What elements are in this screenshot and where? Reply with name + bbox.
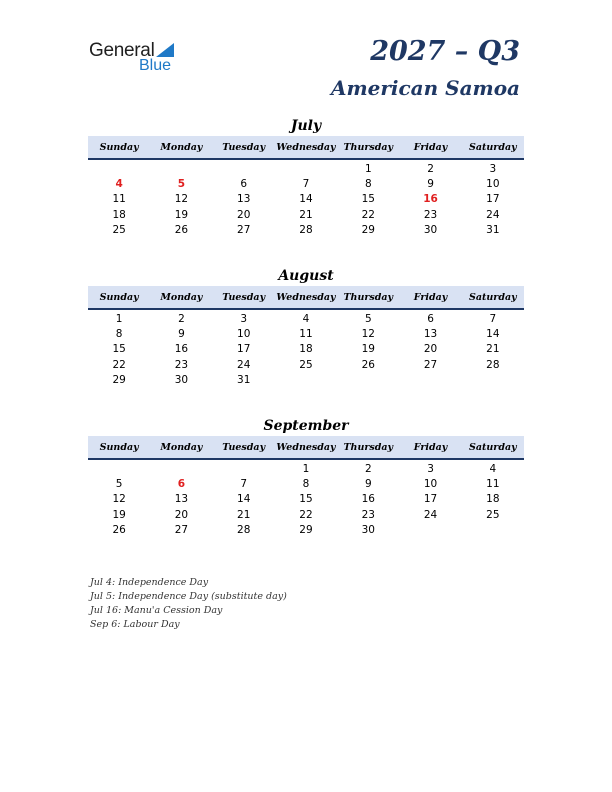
- day-cell: 14: [237, 493, 251, 506]
- day-cell: 27: [174, 523, 189, 536]
- day-cell: 29: [112, 373, 126, 386]
- day-cell: 15: [299, 493, 313, 506]
- day-cell: 23: [361, 508, 375, 521]
- month-september: [88, 416, 524, 538]
- day-cell: 1: [302, 463, 310, 475]
- day-cell: 12: [361, 328, 375, 341]
- day-cell: 20: [423, 343, 438, 356]
- weekday-label: Sunday: [99, 141, 139, 153]
- month-july: [88, 116, 524, 238]
- empty-cell: [213, 462, 275, 477]
- weekday-label: Thursday: [343, 141, 394, 153]
- day-cell: 8: [115, 328, 123, 341]
- day-cell: 13: [237, 193, 251, 206]
- day-cell: 24: [486, 208, 500, 221]
- day-cell: 18: [112, 208, 126, 221]
- day-cell: 10: [423, 478, 438, 491]
- day-cell: 6: [240, 178, 248, 191]
- day-cell: 27: [423, 358, 438, 371]
- weekday-header: [88, 136, 524, 160]
- empty-cell: [88, 162, 150, 177]
- day-cell: 15: [361, 193, 375, 206]
- day-cell: 15: [112, 343, 126, 356]
- day-grid: [88, 162, 524, 238]
- empty-cell: [88, 462, 150, 477]
- day-cell: 18: [486, 493, 500, 506]
- holiday-date: 5: [177, 178, 186, 191]
- day-cell: 16: [174, 343, 189, 356]
- weekday-header: [88, 286, 524, 310]
- day-cell: 8: [302, 478, 310, 491]
- weekday-label: Wednesday: [276, 141, 336, 153]
- day-cell: 9: [178, 328, 185, 341]
- page-title: 2027 – Q3: [370, 36, 520, 67]
- empty-cell: [150, 462, 212, 477]
- holiday-date: 4: [115, 178, 123, 191]
- day-cell: 3: [489, 163, 497, 175]
- logo-triangle-icon: [156, 43, 174, 57]
- day-cell: 5: [115, 478, 123, 491]
- weekday-label: Thursday: [343, 291, 394, 303]
- day-grid: [88, 462, 524, 538]
- day-cell: 31: [237, 373, 251, 386]
- day-cell: 3: [427, 463, 434, 475]
- day-cell: 31: [486, 223, 500, 236]
- weekday-label: Tuesday: [222, 441, 266, 453]
- empty-cell: [150, 162, 212, 177]
- day-cell: 1: [364, 163, 372, 175]
- weekday-label: Monday: [160, 441, 203, 453]
- day-cell: 25: [299, 358, 313, 371]
- weekday-label: Wednesday: [276, 291, 336, 303]
- weekday-label: Thursday: [343, 441, 394, 453]
- weekday-header: [88, 436, 524, 460]
- day-cell: 21: [486, 343, 500, 356]
- weekday-label: Saturday: [469, 141, 517, 153]
- day-cell: 19: [361, 343, 375, 356]
- day-cell: 22: [299, 508, 313, 521]
- month-name: September: [263, 418, 349, 434]
- day-cell: 23: [174, 358, 189, 371]
- day-cell: 14: [486, 328, 500, 341]
- day-grid: [88, 312, 524, 388]
- day-cell: 17: [486, 193, 500, 206]
- day-cell: 28: [486, 358, 500, 371]
- day-cell: 29: [299, 523, 313, 536]
- weekday-label: Wednesday: [276, 441, 336, 453]
- day-cell: 11: [299, 328, 313, 341]
- day-cell: 19: [174, 208, 189, 221]
- weekday-label: Saturday: [469, 291, 517, 303]
- holiday-date: 16: [423, 193, 438, 206]
- day-cell: 11: [486, 478, 500, 491]
- day-cell: 21: [299, 208, 313, 221]
- day-cell: 27: [237, 223, 251, 236]
- day-cell: 25: [486, 508, 500, 521]
- weekday-label: Sunday: [99, 441, 139, 453]
- day-cell: 26: [174, 223, 189, 236]
- day-cell: 13: [174, 493, 189, 506]
- day-cell: 4: [489, 463, 497, 475]
- day-cell: 9: [364, 478, 372, 491]
- day-cell: 26: [361, 358, 375, 371]
- day-cell: 24: [423, 508, 438, 521]
- day-cell: 5: [364, 313, 372, 325]
- weekday-label: Friday: [413, 141, 448, 153]
- day-cell: 30: [174, 373, 189, 386]
- day-cell: 6: [427, 313, 434, 325]
- day-cell: 19: [112, 508, 126, 521]
- day-cell: 24: [237, 358, 251, 371]
- day-cell: 17: [237, 343, 251, 356]
- weekday-label: Friday: [413, 291, 448, 303]
- month-name: July: [290, 118, 322, 134]
- day-cell: 21: [237, 508, 251, 521]
- weekday-label: Monday: [160, 291, 203, 303]
- empty-cell: [275, 162, 337, 177]
- logo-general-text: General: [89, 40, 155, 61]
- month-name: August: [278, 268, 334, 284]
- weekday-label: Monday: [160, 141, 203, 153]
- day-cell: 7: [302, 178, 310, 191]
- holiday-note: Jul 5: Independence Day (substitute day): [90, 591, 287, 602]
- day-cell: 28: [299, 223, 313, 236]
- day-cell: 12: [174, 193, 189, 206]
- weekday-label: Tuesday: [222, 291, 266, 303]
- day-cell: 20: [174, 508, 189, 521]
- day-cell: 28: [237, 523, 251, 536]
- day-cell: 11: [112, 193, 126, 206]
- day-cell: 18: [299, 343, 313, 356]
- day-cell: 20: [237, 208, 251, 221]
- weekday-label: Tuesday: [222, 141, 266, 153]
- weekday-label: Sunday: [99, 291, 139, 303]
- day-cell: 9: [427, 178, 434, 191]
- day-cell: 22: [112, 358, 126, 371]
- day-cell: 14: [299, 193, 313, 206]
- day-cell: 4: [302, 313, 310, 325]
- day-cell: 7: [240, 478, 248, 491]
- holiday-note: Jul 4: Independence Day: [90, 577, 209, 588]
- day-cell: 3: [240, 313, 248, 325]
- day-cell: 10: [486, 178, 500, 191]
- day-cell: 2: [427, 163, 434, 175]
- day-cell: 12: [112, 493, 126, 506]
- month-august: [88, 266, 524, 388]
- day-cell: 1: [115, 313, 123, 325]
- day-cell: 29: [361, 223, 375, 236]
- logo-blue-text: Blue: [139, 57, 172, 74]
- day-cell: 13: [423, 328, 438, 341]
- weekday-label: Friday: [413, 441, 448, 453]
- page-subtitle: American Samoa: [330, 76, 520, 100]
- day-cell: 16: [361, 493, 375, 506]
- day-cell: 10: [237, 328, 251, 341]
- day-cell: 25: [112, 223, 126, 236]
- holiday-note: Jul 16: Manu'a Cession Day: [90, 605, 223, 616]
- day-cell: 7: [489, 313, 497, 325]
- day-cell: 2: [178, 313, 185, 325]
- day-cell: 17: [423, 493, 438, 506]
- holiday-date: 6: [177, 478, 186, 491]
- day-cell: 2: [364, 463, 372, 475]
- day-cell: 26: [112, 523, 126, 536]
- holiday-note: Sep 6: Labour Day: [90, 619, 180, 630]
- day-cell: 30: [361, 523, 375, 536]
- weekday-label: Saturday: [469, 441, 517, 453]
- empty-cell: [213, 162, 275, 177]
- day-cell: 23: [423, 208, 438, 221]
- day-cell: 30: [423, 223, 438, 236]
- holiday-notes: [90, 576, 287, 632]
- day-cell: 22: [361, 208, 375, 221]
- day-cell: 8: [364, 178, 372, 191]
